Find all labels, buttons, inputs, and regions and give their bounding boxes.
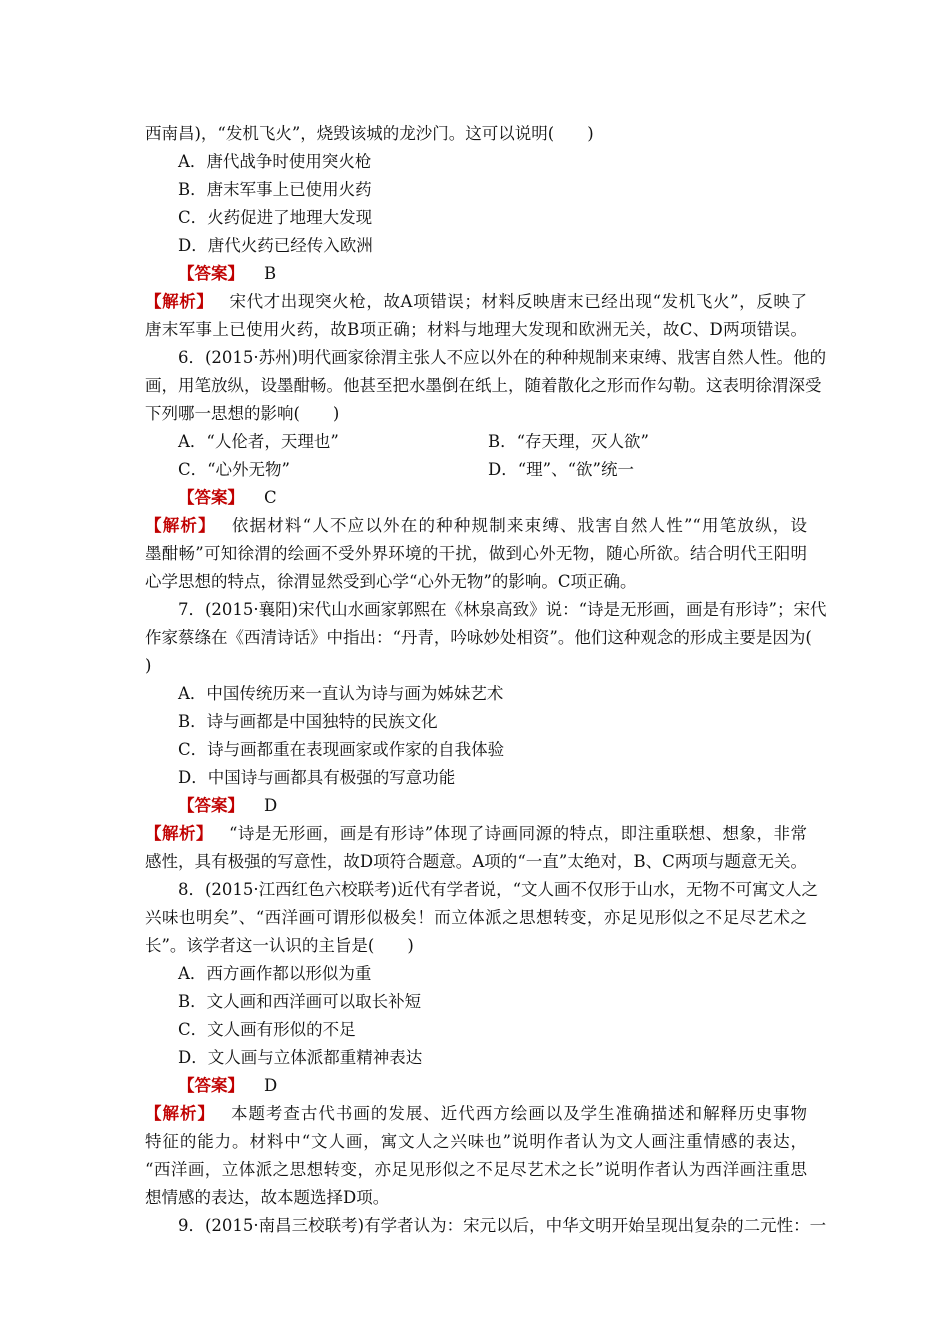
q5-answer: B [264, 264, 277, 283]
q6-option-d: D．“理”、“欲”统一 [488, 460, 634, 479]
q5-answer-line [178, 264, 807, 284]
q5-analysis-line-2: 唐末军事上已使用火药，故B项正确；材料与地理大发现和欧洲无关，故C、D两项错误。 [145, 320, 807, 339]
q5-analysis-line-1 [145, 292, 807, 312]
q8-answer: D [264, 1076, 278, 1095]
q7-analysis-line-1 [145, 824, 807, 844]
q6-option-b: B．“存天理，灭人欲” [488, 432, 649, 451]
q8-analysis-line-4: 想情感的表达，故本题选择D项。 [145, 1188, 390, 1207]
q8-stem-line-2: 兴味也明矣”、“西洋画可谓形似极矣！而立体派之思想转变，亦足见形似之不足尽艺术之 [145, 908, 807, 927]
q6-option-c: C．“心外无物” [178, 460, 290, 479]
q9-stem-line-1: 9．(2015·南昌三校联考)有学者认为：宋元以后，中华文明开始呈现出复杂的二元性：一 [178, 1216, 827, 1235]
q7-option-b: B．诗与画都是中国独特的民族文化 [178, 712, 438, 731]
q7-stem-line-1: 7．(2015·襄阳)宋代山水画家郭熙在《林泉高致》说：“诗是无形画，画是有形诗”；宋代 [178, 600, 827, 619]
q7-analysis-text-1: “诗是无形画，画是有形诗”体现了诗画同源的特点，即注重联想、想象，非常 [228, 824, 808, 843]
q8-answer-line [178, 1076, 807, 1096]
q8-option-b: B．文人画和西洋画可以取长补短 [178, 992, 422, 1011]
q6-analysis-line-1 [145, 516, 807, 536]
q6-stem-line-2: 画，用笔放纵，设墨酣畅。他甚至把水墨倒在纸上，随着散化之形而作勾勒。这表明徐渭深受 [145, 376, 822, 395]
q6-analysis-line-3: 心学思想的特点，徐渭显然受到心学“心外无物”的影响。C项正确。 [145, 572, 637, 591]
q5-option-b: B．唐末军事上已使用火药 [178, 180, 372, 199]
q8-analysis-line-1 [145, 1104, 807, 1124]
q8-stem-line-1: 8．(2015·江西红色六校联考)近代有学者说，“文人画不仅形于山水，无物不可寓文人之 [178, 880, 819, 899]
q7-option-a: A．中国传统历来一直认为诗与画为姊妹艺术 [178, 684, 504, 703]
q5-option-a: A．唐代战争时使用突火枪 [178, 152, 372, 171]
q6-answer-line [178, 488, 807, 508]
q8-option-c: C．文人画有形似的不足 [178, 1020, 356, 1039]
q7-stem-line-2: 作家蔡绦在《西清诗话》中指出：“丹青，吟咏妙处相资”。他们这种观念的形成主要是因为( [145, 628, 812, 647]
q8-stem-line-3: 长”。该学者这一认识的主旨是( ) [145, 936, 414, 955]
analysis-label: 【解析】 [145, 292, 214, 311]
q7-stem-line-3: ) [145, 656, 152, 675]
q7-option-c: C．诗与画都重在表现画家或作家的自我体验 [178, 740, 505, 759]
q7-answer: D [264, 796, 278, 815]
answer-label: 【答案】 [178, 1076, 244, 1095]
q7-option-d: D．中国诗与画都具有极强的写意功能 [178, 768, 456, 787]
q6-option-a: A．“人伦者，天理也” [178, 432, 339, 451]
q8-analysis-line-2: 特征的能力。材料中“文人画，寓文人之兴味也”说明作者认为文人画注重情感的表达， [145, 1132, 807, 1151]
answer-label: 【答案】 [178, 488, 244, 507]
q8-option-d: D．文人画与立体派都重精神表达 [178, 1048, 423, 1067]
q6-analysis-line-2: 墨酣畅”可知徐渭的绘画不受外界环境的干扰，做到心外无物，随心所欲。结合明代王阳明 [145, 544, 807, 563]
q6-stem-line-1: 6．(2015·苏州)明代画家徐渭主张人不应以外在的种种规制来束缚、戕害自然人性。他的 [178, 348, 827, 367]
answer-label: 【答案】 [178, 796, 244, 815]
q6-answer: C [264, 488, 277, 507]
q5-option-d: D．唐代火药已经传入欧洲 [178, 236, 373, 255]
q8-analysis-line-3: “西洋画，立体派之思想转变，亦足见形似之不足尽艺术之长”说明作者认为西洋画注重思 [145, 1160, 807, 1179]
analysis-label: 【解析】 [145, 1104, 215, 1123]
q5-stem-tail: 西南昌)，“发机飞火”，烧毁该城的龙沙门。这可以说明( ) [145, 124, 594, 143]
analysis-label: 【解析】 [145, 516, 216, 535]
answer-label: 【答案】 [178, 264, 244, 283]
analysis-label: 【解析】 [145, 824, 213, 843]
q8-analysis-text-1: 本题考查古代书画的发展、近代西方绘画以及学生准确描述和解释历史事物 [230, 1104, 808, 1123]
q7-answer-line [178, 796, 807, 816]
q6-stem-line-3: 下列哪一思想的影响( ) [145, 404, 340, 423]
q6-analysis-text-1: 依据材料“人不应以外在的种种规制来束缚、戕害自然人性”“用笔放纵，设 [231, 516, 808, 535]
q5-analysis-text-1: 宋代才出现突火枪，故A项错误；材料反映唐末已经出现“发机飞火”，反映了 [229, 292, 808, 311]
q7-analysis-line-2: 感性，具有极强的写意性，故D项符合题意。A项的“一直”太绝对，B、C两项与题意无关。 [145, 852, 807, 871]
q8-option-a: A．西方画作都以形似为重 [178, 964, 372, 983]
q5-option-c: C．火药促进了地理大发现 [178, 208, 373, 227]
